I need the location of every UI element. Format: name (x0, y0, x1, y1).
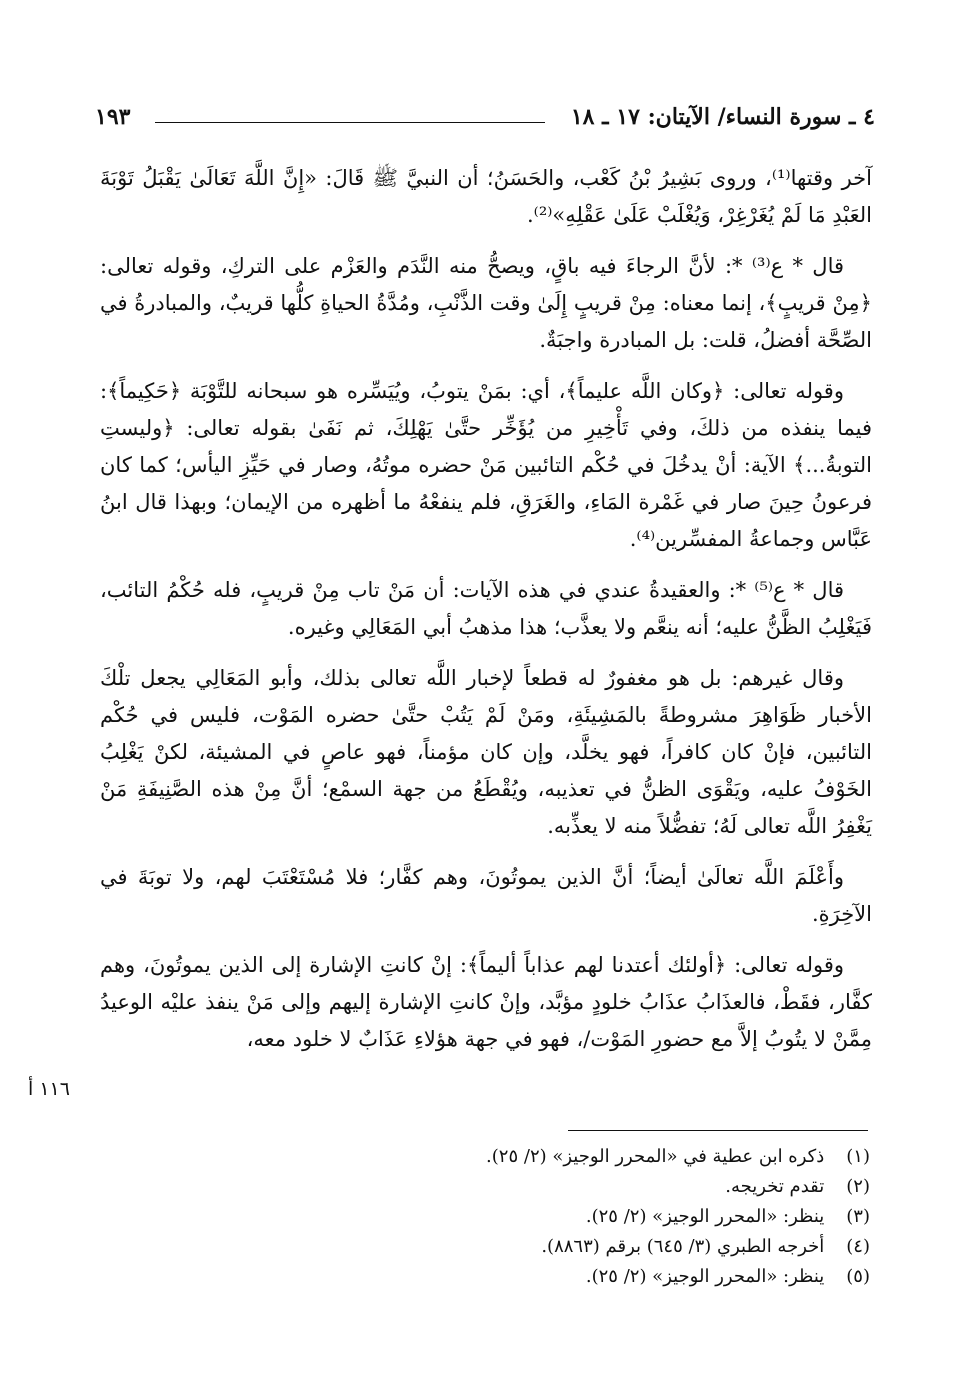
footnote-2 (170, 1172, 870, 1202)
footnote-number: (٤) (846, 1236, 870, 1257)
footnotes (170, 1142, 870, 1292)
footnote-3 (170, 1202, 870, 1232)
footnote-text: أخرجه الطبري (٣/ ٦٤٥) برقم (٨٨٦٣). (541, 1236, 825, 1257)
paragraph-4: قال * ع⁽⁵⁾ *: والعقيدةُ عندي في هذه الآيات: أن مَنْ تاب مِنْ قريبٍ، فله حُكْمُ التائب، فَيَغْلِبُ الظَّنُّ عليه؛ أنه ينعَّم ولا يعذَّب؛ هذا مذهبُ أبي المَعَالِي وغيره. (100, 578, 872, 639)
footnote-text: ينظر: «المحرر الوجيز» (٢/ ٢٥). (585, 1206, 825, 1227)
paragraph-7: وقوله تعالى: ﴿أولئك أعتدنا لهم عذاباً أليماً﴾: إنْ كانتِ الإشارة إلى الذين يموتُونَ، وهم كفَّار، فقَطْ، فالعذَابُ عذَابُ خلودٍ مؤبَّد، وإنْ كانتِ الإشارة إليهم وإلى مَنْ ينفذ عليْه الوعيدُ مِمَّنْ لا يتُوبُ إلاَّ مع حضورِ المَوْت/، فهو في جهة هؤلاءِ عَذَابٌ لا خلود معه، (100, 953, 872, 1051)
footnote-number: (٢) (846, 1176, 870, 1197)
footnote-5 (170, 1262, 870, 1292)
footnote-1 (170, 1142, 870, 1172)
footnote-number: (١) (846, 1146, 870, 1167)
paragraph-3: وقوله تعالى: ﴿وكان اللَّه عليماً﴾، أي: بمَنْ يتوبُ، ويُيَسِّره هو سبحانه للتَّوْبَة ﴿حَكِيماً﴾: فيما ينفذه من ذلكَ، وفي تَأْخِيرِ من يُؤَخِّر حتَّىٰ يَهْلِكَ، ثم نَفَىٰ بقوله تعالى: ﴿وليستِ التوبةُ...﴾ الآية: أنْ يدخُلَ في حُكْم التائبين مَنْ حضره موتُهُ، وصار في حَيِّزِ اليأس؛ كما كان فرعونُ حِينَ صار في غَمْرة المَاءِ، والغَرَقِ، فلم ينفعْهُ ما أظهره من الإيمان؛ وبهذا قال ابنُ عَبَّاس وجماعةُ المفسِّرين⁽⁴⁾. (100, 379, 872, 551)
footnote-text: ينظر: «المحرر الوجيز» (٢/ ٢٥). (585, 1266, 825, 1287)
footnote-rule (568, 1130, 868, 1131)
paragraph-6: وأَعْلَمَ اللَّه تعالَىٰ أيضاً؛ أنَّ الذين يموتُونَ، وهم كفَّار؛ فلا مُسْتَعْتَبَ لهم، ولا توبَةَ في الآخِرَةِ. (100, 865, 872, 926)
header-rule (155, 122, 545, 123)
footnote-4 (170, 1232, 870, 1262)
footnote-text: تقدم تخريجه. (725, 1176, 825, 1197)
paragraph-5: وقال غيرهم: بل هو مغفورٌ له قطعاً لإخبار اللَّه تعالى بذلك، وأبو المَعَالِي يجعل تلْكَ الأخبار ظَوَاهِرَ مشروطةً بالمَشِيئَةِ، ومَنْ لَمْ يَتُبْ حتَّىٰ حضره المَوْت، فليس في حُكْم التائبين، فإنْ كان كافراً، فهو يخلَّد، وإن كان مؤمناً، فهو عاصٍ في المشيئة، لكنْ يَغْلِبُ الخَوْفُ عليه، ويَقْوَى الظنُّ في تعذيبه، ويُقْطَعُ من جهة السمْع؛ أنَّ مِنْ هذه الصَّنِيفَةِ مَنْ يَغْفِرُ اللَّه تعالى لَهُ؛ تفضُّلاً منه لا يعذِّبه. (100, 666, 872, 838)
page-number: ١٩٣ (95, 104, 131, 130)
footnote-number: (٣) (846, 1206, 870, 1227)
body-text (100, 160, 872, 1072)
running-header (95, 100, 875, 140)
header-title: ٤ ـ سورة النساء/ الآيتان: ١٧ ـ ١٨ (570, 104, 875, 130)
footnote-text: ذكره ابن عطية في «المحرر الوجيز» (٢/ ٢٥). (486, 1146, 825, 1167)
paragraph-1: آخر وقتها⁽¹⁾، وروى بَشِيرُ بْنُ كَعْب، والحَسَنُ؛ أن النبيَّ ﷺ قَالَ: «إِنَّ اللَّهَ تَعَالَىٰ يَقْبَلُ تَوْبَةَ العَبْدِ مَا لَمْ يُغَرْغِرْ، وَيُغْلَبْ عَلَىٰ عَقْلِهِ»⁽²⁾. (100, 166, 872, 227)
footnote-number: (٥) (846, 1266, 870, 1287)
paragraph-2: قال * ع⁽³⁾ *: لأنَّ الرجاءَ فيه باقٍ، ويصحُّ منه النَّدَم والعَزْم على التركِ، وقوله تعالى: ﴿مِنْ قريبٍ﴾، إنما معناه: مِنْ قريبٍ إِلَىٰ وقت الذَّنْبِ، ومُدَّةُ الحياةِ كلُّها قريبٌ، والمبادرةُ في الصِّحَّة أفضلُ، قلت: بل المبادرة واجبَةٌ. (100, 254, 872, 352)
manuscript-margin-note: ١١٦ أ (28, 1078, 70, 1100)
